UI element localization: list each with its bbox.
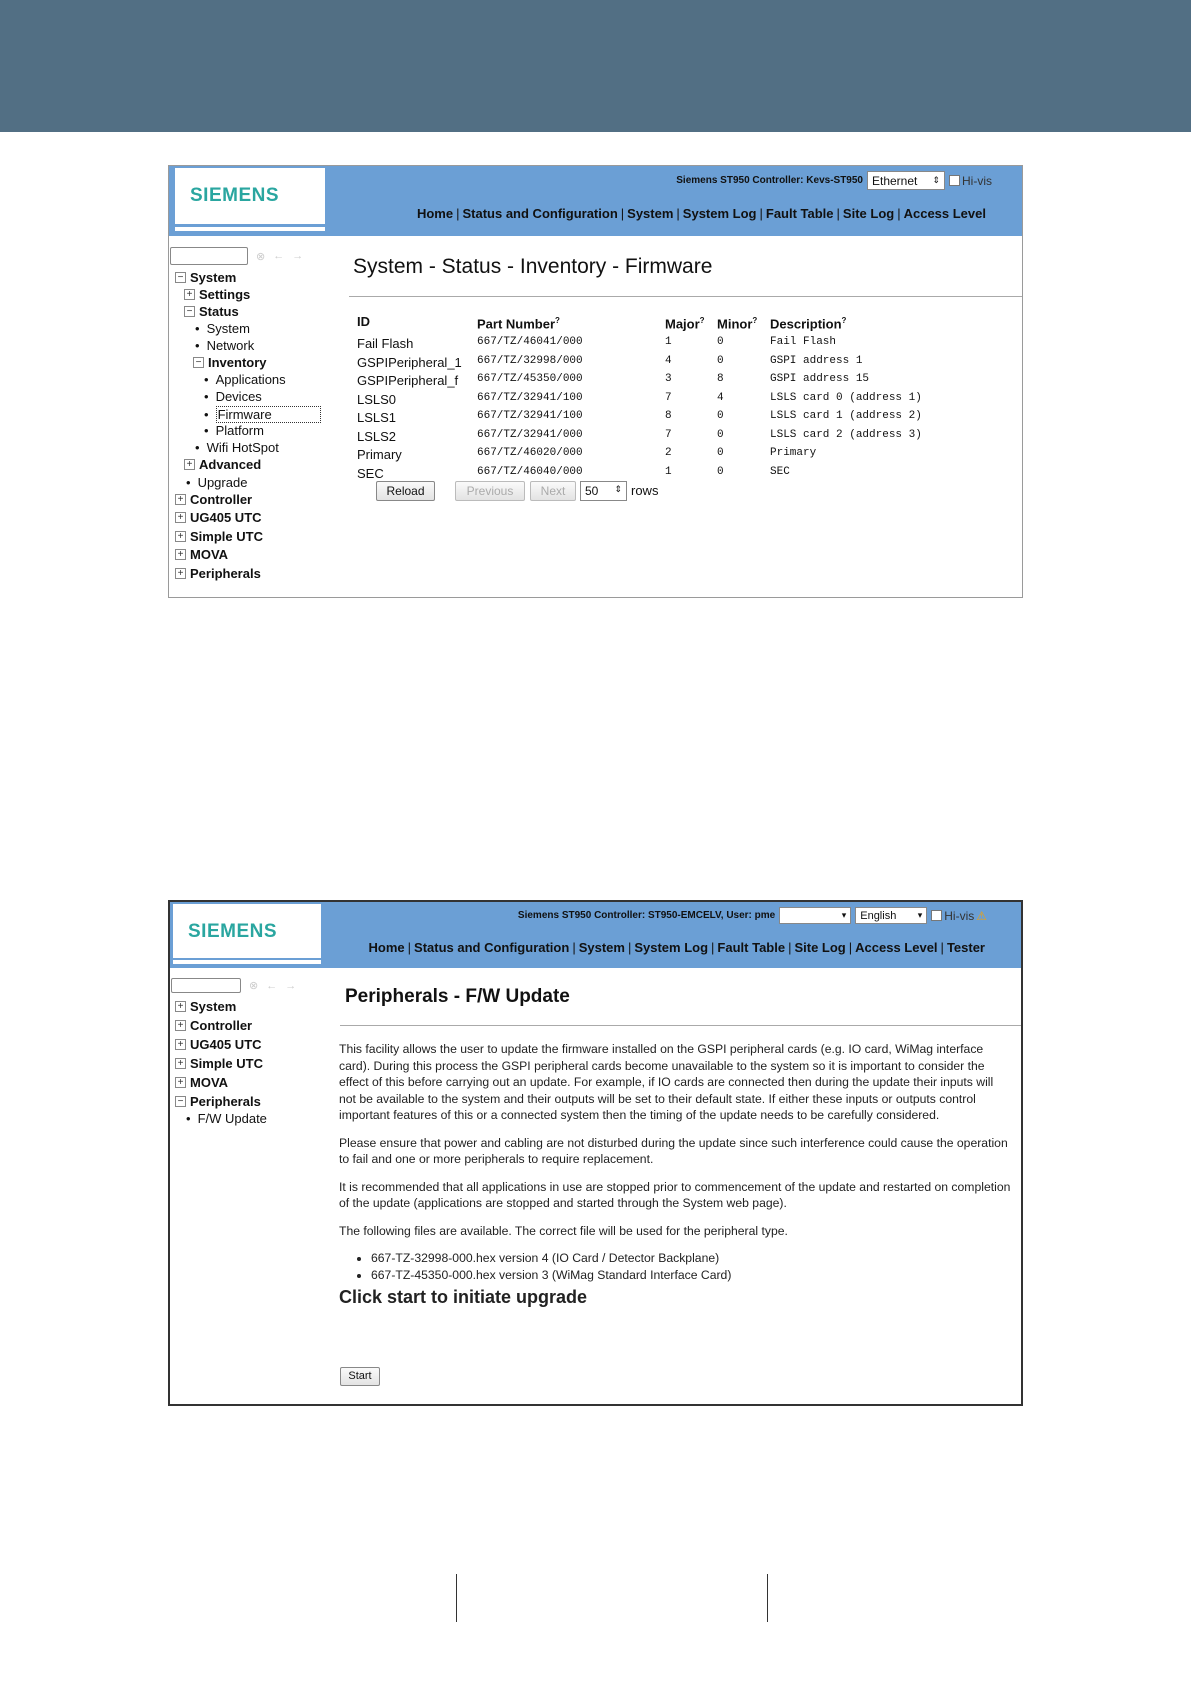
table-cell-minor: 4: [717, 391, 724, 404]
tree-search-input[interactable]: [171, 978, 241, 993]
table-cell-part: 667/TZ/32941/100: [477, 410, 583, 422]
table-cell-desc: LSLS card 1 (address 2): [770, 410, 922, 422]
tree-advanced[interactable]: + Advanced: [184, 457, 261, 472]
table-cell-minor: 0: [717, 465, 724, 478]
page-title: Peripherals - F/W Update: [345, 986, 570, 1007]
expand-icon[interactable]: +: [184, 289, 195, 300]
document-header-band: [0, 0, 1191, 132]
siemens-logo: SIEMENS: [173, 904, 321, 958]
tree-simple-utc[interactable]: + Simple UTC: [175, 529, 263, 544]
nav-status-config[interactable]: Status and Configuration: [462, 206, 618, 221]
updown-icon: ⇕: [932, 175, 940, 185]
table-cell-id: SEC: [357, 465, 384, 481]
warning-icon[interactable]: ⚠: [976, 908, 987, 923]
col-major[interactable]: Major?: [665, 316, 705, 332]
footer-divider: [767, 1574, 768, 1622]
firmware-table: [357, 306, 997, 481]
nav-fault-table[interactable]: Fault Table: [717, 940, 786, 955]
back-arrow-icon[interactable]: ←: [273, 250, 285, 262]
forward-arrow-icon[interactable]: →: [285, 979, 297, 992]
hivis-checkbox[interactable]: [949, 175, 960, 186]
initiate-upgrade-heading: Click start to initiate upgrade: [339, 1287, 588, 1307]
tree-peripherals[interactable]: − Peripherals: [175, 1094, 261, 1109]
table-cell-desc: Primary: [770, 447, 817, 459]
col-part-number[interactable]: Part Number?: [477, 316, 560, 332]
table-cell-minor: 8: [717, 373, 724, 385]
tree-ug405[interactable]: + UG405 UTC: [175, 510, 262, 525]
expand-icon[interactable]: +: [175, 1077, 186, 1088]
table-cell-id: LSLS2: [357, 428, 397, 444]
tree-system[interactable]: + System: [175, 999, 236, 1014]
fw-update-content: [339, 1041, 1011, 1306]
table-cell-part: 667/TZ/45350/000: [477, 373, 583, 385]
nav-fault-table[interactable]: Fault Table: [765, 206, 834, 221]
table-cell-desc: LSLS card 0 (address 1): [770, 391, 922, 404]
expand-icon[interactable]: +: [175, 1058, 186, 1069]
expand-icon[interactable]: +: [175, 1001, 186, 1012]
nav-access-level[interactable]: Access Level: [855, 940, 938, 955]
table-cell-part: 667/TZ/46020/000: [477, 447, 583, 459]
sidebar-tree: [170, 968, 340, 1404]
table-cell-minor: 0: [717, 428, 724, 441]
tree-ug405[interactable]: + UG405 UTC: [175, 1037, 262, 1052]
col-minor[interactable]: Minor?: [717, 316, 758, 332]
tree-fw-update[interactable]: • F/W Update: [186, 1111, 267, 1126]
intro-paragraph: This facility allows the user to update the firmware installed on the GSPI peripheral cards (e.g. IO card, WiMag interface card). During this process the GSPI peripheral cards become unavailable to the system so it is important to consider the effect of this before carrying out an update. For example, if IO cards are connected then during the update their inputs will not be available to the system and their outputs will be set to their default state. If either these inputs or outputs control important features of this or a connected system then the timing of the update needs to be carefully considered.: [339, 1042, 994, 1122]
files-intro-paragraph: The following files are available. The correct file will be used for the peripheral type.: [339, 1223, 788, 1238]
table-cell-major: 1: [665, 336, 672, 348]
tree-mova[interactable]: + MOVA: [175, 1075, 228, 1090]
nav-system[interactable]: System: [578, 940, 625, 955]
table-cell-part: 667/TZ/32941/000: [477, 428, 583, 441]
nav-system[interactable]: System: [627, 206, 674, 221]
expand-icon[interactable]: +: [175, 1039, 186, 1050]
table-cell-major: 8: [665, 410, 672, 422]
col-description[interactable]: Description?: [770, 316, 847, 332]
controller-label: Siemens ST950 Controller: Kevs-ST950: [676, 175, 863, 186]
tree-mova[interactable]: + MOVA: [175, 547, 228, 562]
collapse-icon[interactable]: −: [193, 357, 204, 368]
rows-per-page-select[interactable]: 50 ⇕: [580, 481, 627, 501]
main-nav: Home | Status and Configuration | System | System Log | Fault Table | Site Log | Access Level: [416, 206, 986, 221]
list-item: • 667-TZ-32998-000.hex version 4 (IO Card / Detector Backplane): [371, 1250, 1011, 1267]
tree-firmware[interactable]: • Firmware: [204, 406, 321, 423]
nav-tester[interactable]: Tester: [946, 940, 985, 955]
table-cell-major: 1: [665, 465, 672, 478]
file-list: [339, 1250, 1011, 1283]
help-icon[interactable]: ?: [555, 316, 560, 325]
dropdown-icon: ▾: [841, 910, 847, 920]
list-item: • 667-TZ-45350-000.hex version 3 (WiMag Standard Interface Card): [371, 1267, 1011, 1284]
sidebar-tree: [169, 236, 339, 597]
table-cell-part: 667/TZ/32941/100: [477, 391, 583, 404]
recommendation-paragraph: It is recommended that all applications in use are stopped prior to commencement of the update and restarted on completion of the update (applications are stopped and started through the System web page).: [339, 1179, 1011, 1210]
page-title: System - Status - Inventory - Firmware: [353, 255, 713, 278]
expand-icon[interactable]: +: [175, 1020, 186, 1031]
table-cell-major: 4: [665, 354, 672, 367]
table-cell-part: 667/TZ/46040/000: [477, 465, 583, 478]
table-cell-desc: GSPI address 1: [770, 354, 863, 367]
tree-upgrade[interactable]: • Upgrade: [186, 475, 247, 490]
tree-system[interactable]: − System: [175, 270, 236, 285]
controller-info-row: [676, 171, 992, 190]
help-icon[interactable]: ?: [841, 316, 847, 325]
table-cell-minor: 0: [717, 447, 724, 459]
rows-label: rows: [631, 483, 659, 498]
clear-icon[interactable]: ⊗: [249, 980, 259, 992]
language-select[interactable]: English ▾: [855, 907, 927, 924]
table-cell-major: 7: [665, 428, 672, 441]
tree-status[interactable]: − Status: [184, 304, 239, 319]
table-cell-id: GSPIPeripheral_1: [357, 354, 462, 370]
table-cell-major: 7: [665, 391, 672, 404]
tree-applications[interactable]: • Applications: [204, 372, 286, 387]
next-button[interactable]: Next: [530, 481, 576, 501]
nav-access-level[interactable]: Access Level: [903, 206, 986, 221]
user-select[interactable]: [779, 907, 851, 924]
nav-status-config[interactable]: Status and Configuration: [414, 940, 570, 955]
screenshot-firmware-inventory: [168, 165, 1023, 598]
clear-icon[interactable]: ⊗: [256, 250, 266, 263]
screenshot-fw-update: [168, 900, 1023, 1406]
footer-divider: [456, 1574, 457, 1622]
expand-icon[interactable]: +: [175, 531, 186, 542]
siemens-logo: SIEMENS: [175, 168, 325, 224]
table-cell-major: 3: [665, 373, 672, 385]
collapse-icon[interactable]: −: [175, 272, 186, 283]
tree-wifi-hotspot[interactable]: • Wifi HotSpot: [195, 440, 279, 455]
table-cell-desc: SEC: [770, 465, 790, 478]
tree-settings[interactable]: + Settings: [184, 287, 250, 302]
table-cell-part: 667/TZ/46041/000: [477, 336, 583, 348]
expand-icon[interactable]: +: [175, 549, 186, 560]
table-cell-minor: 0: [717, 410, 724, 422]
tree-search-input[interactable]: [170, 247, 248, 265]
reload-button[interactable]: Reload: [376, 481, 435, 501]
dropdown-icon: ▾: [917, 910, 923, 920]
table-cell-major: 2: [665, 447, 672, 459]
expand-icon[interactable]: +: [175, 512, 186, 523]
collapse-icon[interactable]: −: [184, 306, 195, 317]
start-button[interactable]: Start: [340, 1367, 380, 1386]
help-icon[interactable]: ?: [699, 316, 705, 325]
updown-icon: ⇕: [614, 484, 622, 494]
table-cell-id: LSLS0: [357, 391, 397, 407]
nav-home[interactable]: Home: [368, 940, 405, 955]
previous-button[interactable]: Previous: [455, 481, 525, 501]
table-cell-desc: LSLS card 2 (address 3): [770, 428, 922, 441]
tree-peripherals[interactable]: + Peripherals: [175, 566, 261, 581]
table-cell-id: Fail Flash: [357, 336, 414, 351]
table-cell-id: Primary: [357, 447, 402, 462]
tree-network[interactable]: • Network: [195, 338, 254, 353]
collapse-icon[interactable]: −: [175, 1096, 186, 1107]
hivis-checkbox[interactable]: [931, 910, 942, 921]
tree-simple-utc[interactable]: + Simple UTC: [175, 1056, 263, 1071]
tree-devices[interactable]: • Devices: [204, 389, 262, 404]
table-cell-desc: GSPI address 15: [770, 373, 870, 385]
nav-site-log[interactable]: Site Log: [842, 206, 895, 221]
warning-paragraph: Please ensure that power and cabling are not disturbed during the update since such interference could cause the operation to fail and one or more peripherals to require replacement.: [339, 1135, 1008, 1166]
help-icon[interactable]: ?: [752, 316, 758, 325]
app-header: [169, 166, 1022, 236]
table-cell-minor: 0: [717, 336, 724, 348]
table-cell-part: 667/TZ/32998/000: [477, 354, 583, 367]
nav-system-log[interactable]: System Log: [682, 206, 757, 221]
table-cell-id: GSPIPeripheral_f: [357, 373, 459, 388]
expand-icon[interactable]: +: [184, 459, 195, 470]
nav-home[interactable]: Home: [416, 206, 454, 221]
hivis-label: Hi-vis: [944, 908, 975, 923]
controller-label: Siemens ST950 Controller: ST950-EMCELV, User: pme: [517, 910, 776, 921]
forward-arrow-icon[interactable]: →: [292, 250, 304, 262]
connection-select[interactable]: Ethernet ⇕: [867, 171, 945, 190]
tree-controller[interactable]: + Controller: [175, 492, 252, 507]
expand-icon[interactable]: +: [175, 568, 186, 579]
hivis-label: Hi-vis: [962, 173, 992, 188]
app-header: [170, 902, 1021, 968]
back-arrow-icon[interactable]: ←: [266, 979, 278, 992]
tree-status-system[interactable]: • System: [195, 321, 250, 336]
nav-system-log[interactable]: System Log: [634, 940, 709, 955]
tree-controller[interactable]: + Controller: [175, 1018, 252, 1033]
main-nav: Home | Status and Configuration | System | System Log | Fault Table | Site Log | Access Level | Tester: [368, 940, 985, 955]
table-cell-minor: 0: [717, 354, 724, 367]
controller-info-row: [518, 907, 987, 924]
table-cell-id: LSLS1: [357, 410, 397, 425]
tree-inventory[interactable]: − Inventory: [193, 355, 267, 370]
tree-platform[interactable]: • Platform: [204, 423, 264, 438]
expand-icon[interactable]: +: [175, 494, 186, 505]
col-id[interactable]: ID: [357, 314, 370, 329]
nav-site-log[interactable]: Site Log: [794, 940, 846, 955]
table-cell-desc: Fail Flash: [770, 336, 837, 348]
